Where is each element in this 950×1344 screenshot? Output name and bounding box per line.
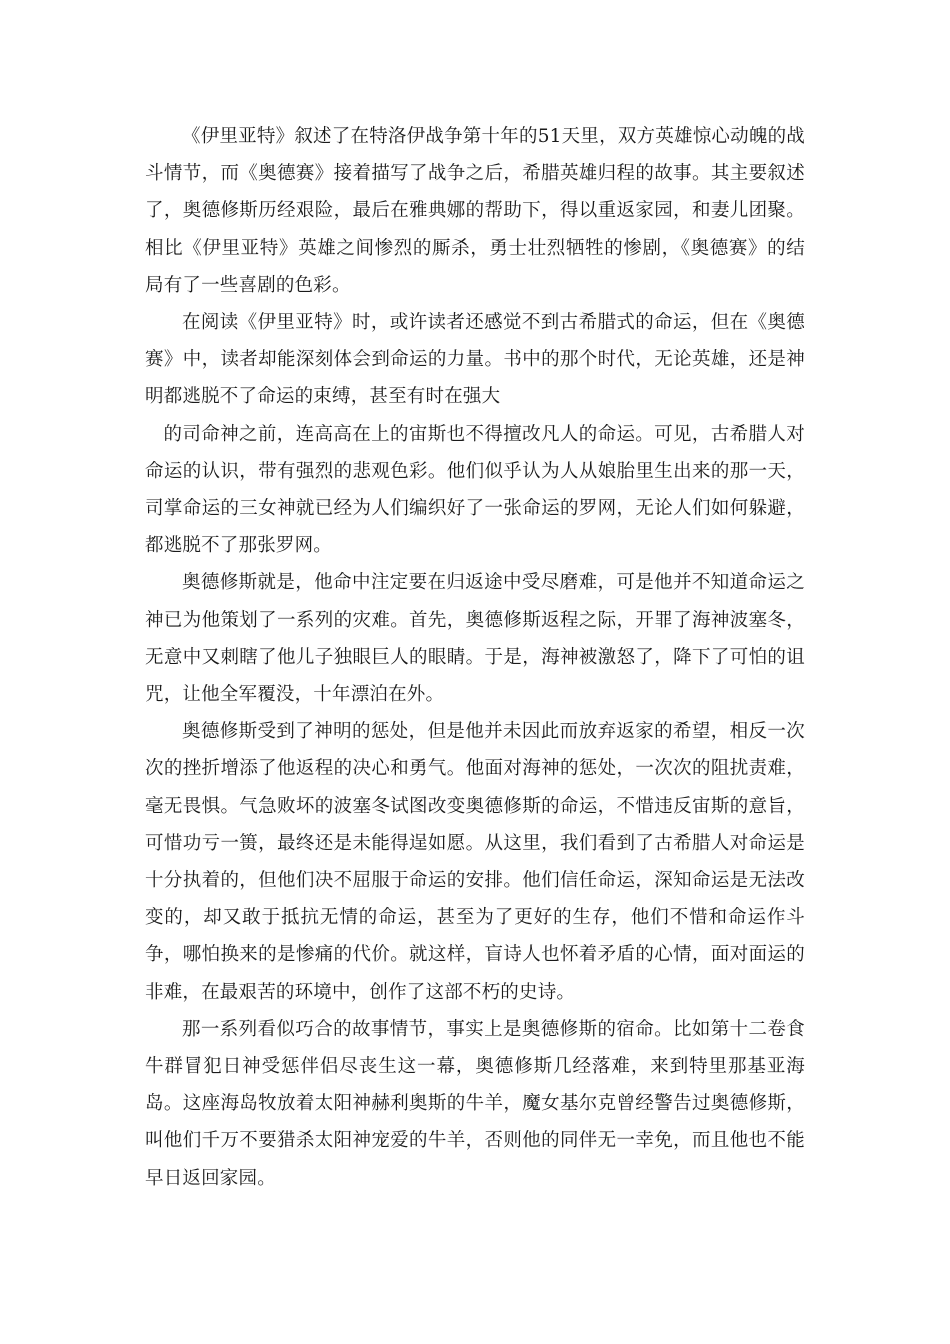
paragraph-5: 奥德修斯受到了神明的惩处，但是他并未因此而放弃返家的希望，相反一次次的挫折增添了他返程的决心和勇气。他面对海神的惩处，一次次的阻扰责难，毫无畏惧。气急败坏的波塞冬试图改变奥德修斯的命运，不惜违反宙斯的意旨，可惜功亏一篑，最终还是未能得逞如愿。从这里，我们看到了古希腊人对命运是十分执着的，但他们决不屈服于命运的安排。他们信任命运，深知命运是无法改变的，却又敢于抵抗无情的命运，甚至为了更好的生存，他们不惜和命运作斗争，哪怕换来的是惨痛的代价。就这样，盲诗人也怀着矛盾的心情，面对面运的非难，在最艰苦的环境中，创作了这部不朽的史诗。 bbox=[145, 721, 805, 1003]
paragraph-4: 奥德修斯就是，他命中注定要在归返途中受尽磨难，可是他并不知道命运之神已为他策划了一系列的灾难。首先，奥德修斯返程之际，开罪了海神波塞冬，无意中又刺瞎了他儿子独眼巨人的眼睛。于是，海神被激怒了，降下了可怕的诅咒，让他全军覆没，十年漂泊在外。 bbox=[145, 572, 805, 706]
paragraph-2: 在阅读《伊里亚特》时，或许读者还感觉不到古希腊式的命运，但在《奥德赛》中，读者却能深刻体会到命运的力量。书中的那个时代，无论英雄，还是神明都逃脱不了命运的束缚，甚至有时在强大 bbox=[145, 312, 805, 408]
document-body bbox=[145, 118, 805, 1197]
paragraph-6: 那一系列看似巧合的故事情节，事实上是奥德修斯的宿命。比如第十二卷食牛群冒犯日神受惩伴侣尽丧生这一幕，奥德修斯几经落难，来到特里那基亚海岛。这座海岛牧放着太阳神赫利奥斯的牛羊，魔女基尔克曾经警告过奥德修斯，叫他们千万不要猎杀太阳神宠爱的牛羊，否则他的同伴无一幸免，而且他也不能早日返回家园。 bbox=[145, 1018, 805, 1189]
paragraph-3: 的司命神之前，连高高在上的宙斯也不得擅改凡人的命运。可见，古希腊人对命运的认识，带有强烈的悲观色彩。他们似乎认为人从娘胎里生出来的那一天，司掌命运的三女神就已经为人们编织好了一张命运的罗网，无论人们如何躲避，都逃脱不了那张罗网。 bbox=[145, 423, 805, 557]
paragraph-1: 《伊里亚特》叙述了在特洛伊战争第十年的51天里，双方英雄惊心动魄的战斗情节，而《奥德赛》接着描写了战争之后，希腊英雄归程的故事。其主要叙述了，奥德修斯历经艰险，最后在雅典娜的帮助下，得以重返家园，和妻儿团聚。相比《伊里亚特》英雄之间惨烈的厮杀，勇士壮烈牺牲的惨剧，《奥德赛》的结局有了一些喜剧的色彩。 bbox=[145, 126, 805, 296]
